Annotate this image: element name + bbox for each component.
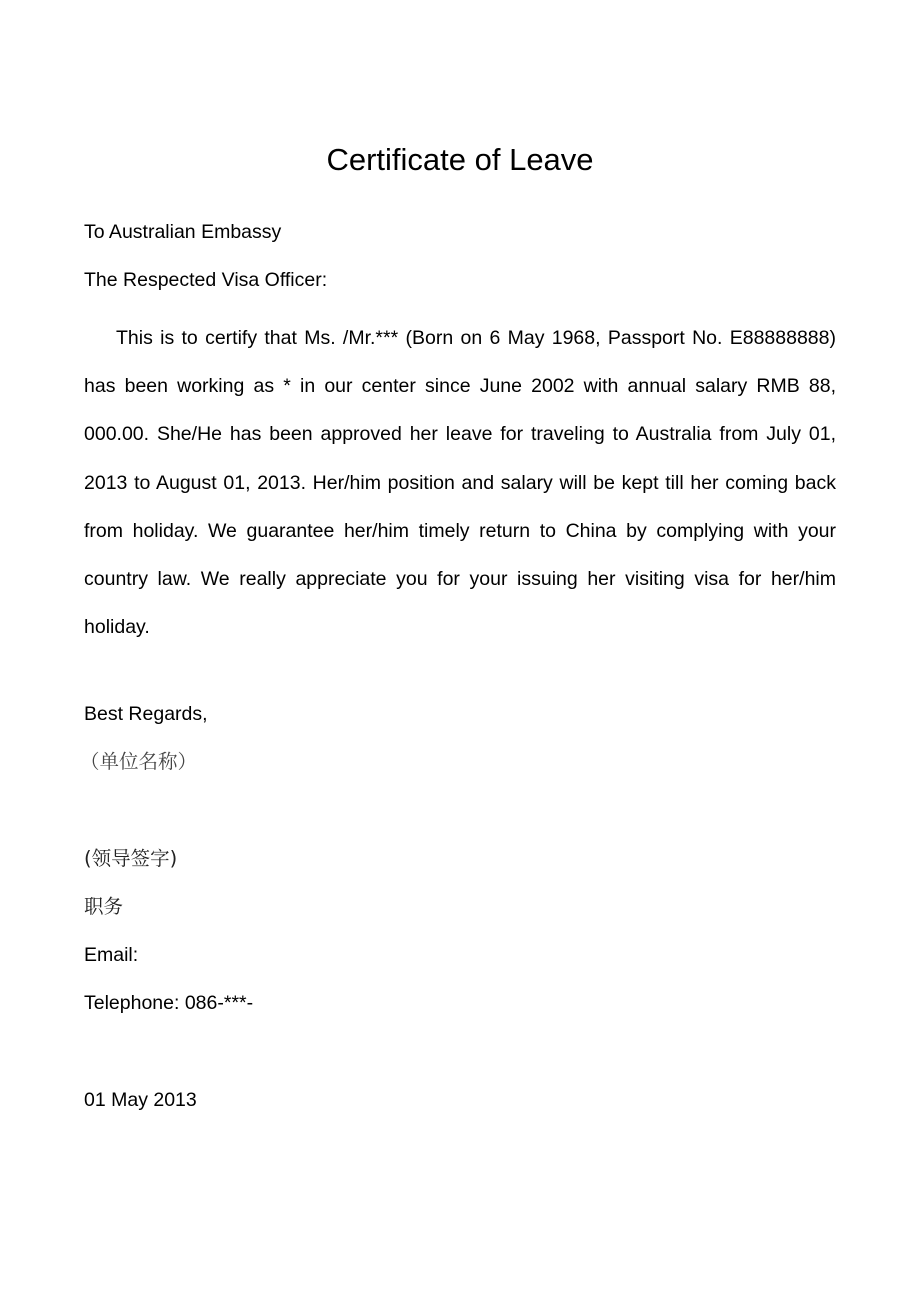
position-title: 职务 — [84, 895, 124, 918]
telephone-line: Telephone: 086-***- — [84, 992, 254, 1014]
closing-line: Best Regards, — [84, 703, 208, 725]
recipient-line: To Australian Embassy — [84, 221, 282, 243]
email-line: Email: — [84, 944, 139, 966]
document-title: Certificate of Leave — [326, 142, 594, 177]
salutation-line: The Respected Visa Officer: — [84, 269, 328, 291]
document-date: 01 May 2013 — [84, 1089, 197, 1111]
organization-name: （单位名称） — [80, 750, 198, 773]
leader-signature: (领导签字) — [84, 847, 178, 870]
certificate-body: This is to certify that Ms. /Mr.*** (Born on 6 May 1968, Passport No. E88888888) has been working as * in our center since June 2002 with annual salary RMB 88, 000.00. She/He has been approved her leave for traveling to Australia from July 01, 2013 to August 01, 2013. Her/him position and salary will be kept till her coming back from holiday. We guarantee her/him timely return to China by complying with your country law. We really appreciate you for your issuing her visiting visa for her/him holiday. — [84, 327, 836, 639]
